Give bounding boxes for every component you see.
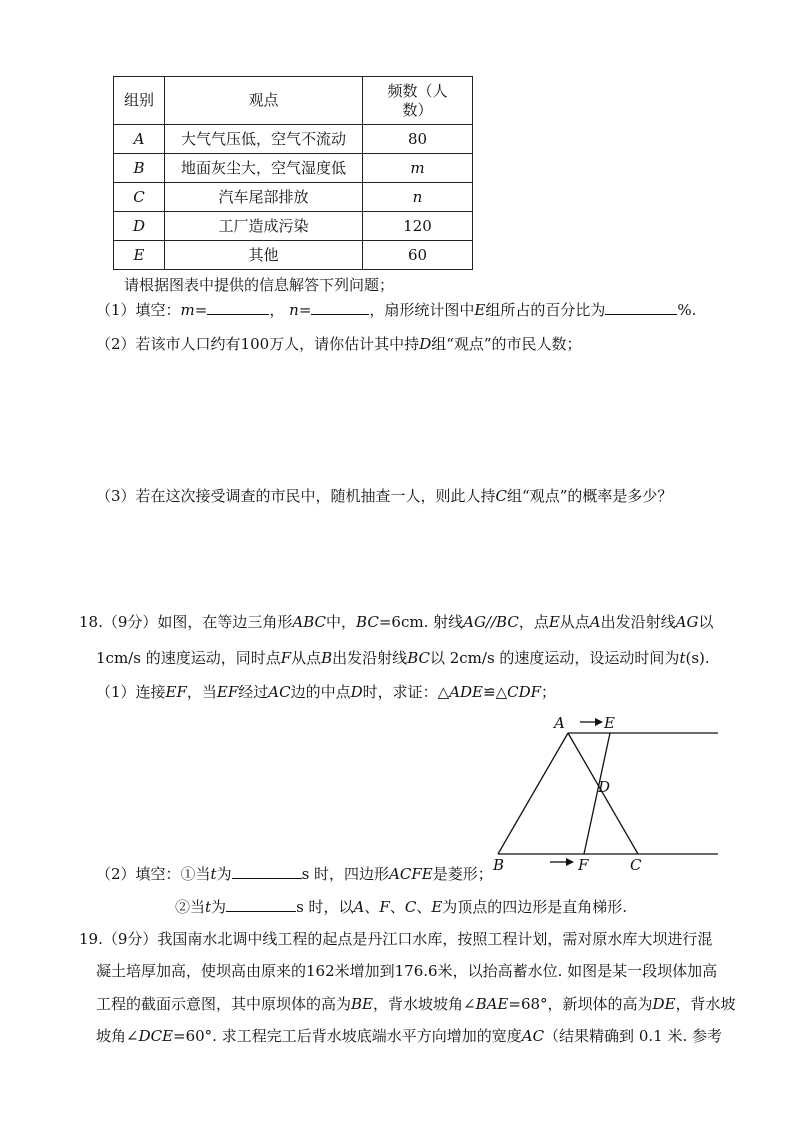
cell-view: 大气气压低，空气不流动 [165,125,363,154]
blank-percent[interactable] [605,300,677,315]
cell-group: E [114,241,165,270]
cell-count: m [363,154,473,183]
q18-part2-line1: （2）填空：①当t为 s 时，四边形ACFE是菱形； [96,865,493,883]
q19-line4: 坡角∠DCE=60°. 求工程完工后背水坡底端水平方向增加的宽度AC（结果精确到 0.1 米. 参考 [96,1027,722,1045]
arrowhead-F-icon [566,858,574,866]
label-B: B [493,856,505,872]
geometry-figure [490,712,730,872]
arrowhead-E-icon [595,718,603,726]
cell-group: C [114,183,165,212]
table-header-row [114,77,473,125]
header-count: 频数（人数） [363,77,473,125]
table-row [114,241,473,270]
q18-part2-line2: ②当t为 s 时，以A、F、C、E为顶点的四边形是直角梯形. [175,898,628,916]
q19-line2: 凝土培厚加高，使坝高由原来的162米增加到176.6米，以抬高蓄水位. 如图是某一段坝体加高 [96,962,718,980]
cell-view: 汽车尾部排放 [165,183,363,212]
cell-view: 工厂造成污染 [165,212,363,241]
table-row [114,154,473,183]
cell-count: 80 [363,125,473,154]
q17-part1: （1）填空：m= ， n= ，扇形统计图中E组所占的百分比为 %. [96,301,697,319]
label-D: D [598,778,611,796]
label-C: C [630,856,642,872]
label-E: E [604,714,615,732]
q18-line3: （1）连接EF，当EF经过AC边的中点D时，求证：△ADE≌△CDF； [96,683,557,701]
segment-AB [498,733,568,854]
table-row [114,212,473,241]
cell-group: A [114,125,165,154]
cell-view: 其他 [165,241,363,270]
label-A: A [554,714,565,732]
cell-count: 60 [363,241,473,270]
blank-m[interactable] [207,300,269,315]
q19-line3: 工程的截面示意图，其中原坝体的高为BE，背水坡坡角∠BAE=68°，新坝体的高为DE，背水坡 [96,995,736,1013]
blank-t-rhombus[interactable] [232,864,302,879]
q17-part2: （2）若该市人口约有100万人，请你估计其中持D组“观点”的市民人数； [96,335,582,353]
survey-table [113,76,473,270]
blank-t-trapezoid[interactable] [226,897,296,912]
label-F: F [578,856,589,872]
q18-line2: 1cm/s 的速度运动，同时点F从点B出发沿射线BC以 2cm/s 的速度运动，设运动时间为t(s). [96,649,710,667]
header-view: 观点 [165,77,363,125]
cell-count: n [363,183,473,212]
cell-count: 120 [363,212,473,241]
q17-part3: （3）若在这次接受调查的市民中，随机抽查一人，则此人持C组“观点”的概率是多少？ [96,487,673,505]
cell-group: B [114,154,165,183]
table-row [114,183,473,212]
q19-line1: 19.（9分）我国南水北调中线工程的起点是丹江口水库，按照工程计划，需对原水库大坝进行混 [79,930,713,948]
header-group: 组别 [114,77,165,125]
q18-line1: 18.（9分）如图，在等边三角形ABC中，BC=6cm. 射线AG//BC，点E从点A出发沿射线AG以 [79,613,714,631]
table-row [114,125,473,154]
blank-n[interactable] [311,300,369,315]
q17-intro: 请根据图表中提供的信息解答下列问题； [124,276,395,294]
cell-view: 地面灰尘大，空气湿度低 [165,154,363,183]
cell-group: D [114,212,165,241]
